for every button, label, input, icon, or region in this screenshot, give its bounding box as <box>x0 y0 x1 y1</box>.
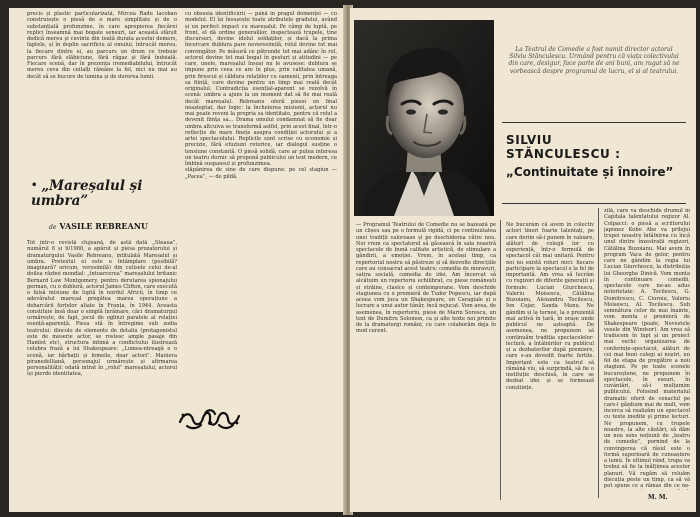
portrait-photo <box>354 20 494 216</box>
article-byline <box>49 221 148 231</box>
column-rule-2 <box>598 208 599 498</box>
article-title-maresalul <box>31 178 196 209</box>
left-page-column-1-top <box>27 11 177 169</box>
byline-author: VASILE REBREANU <box>59 221 148 231</box>
right-page-column-2 <box>506 222 594 504</box>
interview-headline-quote: „Continuitate și înnoire” <box>506 165 674 179</box>
column-rule-1 <box>500 220 501 500</box>
left-col1-top-text: precis și plastic particularizată, Mircea Radu Iacoban construiește o piesă de o mare simplitate și de o substanțială profunzime, în care apropierea fiecărei replici înseamnă mai bogate sensuri, iar această sfârșit dedică mereu și cuvinte din toată durata acestui demers, faptele, și în deplin sacrificiu al omului, întrucât mereu, la fiecare dintre ei, au parcurs un drum ce trebuie parcurs fără slăbiciune, fără răgaz și fără îndoială. Fiecare scenă, dar în prezența iremediabilului, întrucât mereu ceva din ceilalți rămâne la fel, nici nu mai au decât să se bucure de lumina și de durerea lumii. <box>27 11 177 80</box>
right-page <box>350 8 696 512</box>
author-signature: M. M. <box>648 494 668 501</box>
right-page-column-3 <box>604 208 690 490</box>
title-bullet: • <box>31 180 38 191</box>
left-page-column-1-bottom <box>27 240 177 396</box>
decorative-ornament <box>177 408 243 430</box>
byline-prefix: de <box>49 224 57 231</box>
left-page <box>9 8 346 512</box>
left-col1-bottom-text: Tot într-o revistă clujeană, de astă dată „Steaua”, numărul 8 și 9/1980, a apărut și piesa prozatorului și dramaturgului Vasile Rebreanu, intitulată Mareșalul și umbra. Pretextul ei este o întâmplare (posibilă? imaginară? oricum, verosimilă) din culisele celui de-al doilea război mondial: „întoarcerea” mareșalului britanic Bernard Law Montgomery, pentru derutarea spionajului german, cu o dublură, actorul James Clifton, care execută o falsă misiune de luptă în nordul Africii, în timp ce adevăratul mareșal pregătea marea operațiune a debarcării forțelor aliate în Franța, în 1944. Aceasta constituie însă doar o simplă înrămare, căci dramaturgul urmărește, de fapt, jocul de oglinzi paralele al relației esență-aparență. Piesa stă în întregime sub zodia teatrului: dincolo de elemente de detaliu (protagonistul este de meserie actor, se rostesc ample pasaje din Hamlet etc), structura intimă a conflictului ilustrează celebra frază a lui Shakespeare: „Lumea-ntreagă e o scenă, iar bărbații și femeile, doar actori”. Maniera piranedelliană, personajul urmărește și afirmarea personalității: odată intrat în „rolul” mareșalului, actorul își pierde identitatea, <box>27 240 177 378</box>
intro-paragraph: La Teatrul de Comedie a fost numit director actorul Silviu Stănculescu. Urmând pentru că viața colectivului din care, desigur, face parte de ani buni, am rugat să ne vorbească despre programul de lucru, el și al teatrului. <box>508 46 680 75</box>
interviewee-name <box>506 133 621 161</box>
right-page-column-1 <box>356 222 496 504</box>
title-text: „Mareșalul și umbra” <box>31 178 143 209</box>
left-col2-end-text: stăpânirea de sine de care dispune: pe cel stagiun — „Pacea”, — de pildă. <box>185 167 337 180</box>
interview-headline-box <box>502 122 686 204</box>
right-col2-text: Ne bucurăm că avem în colectiv actori tineri foarte talentați, pe care dorim să-i punem în valoare, alături de colegii lor cu experiență, într-o formulă de spectacol cât mai unitară. Pentru noi nu există roluri mici: fiecare participare la spectacol e la fel de importantă. Am vrea să lucrăm cu regizori de diferite generații și formule: Lucian Giurchescu, Valeriu Moisescu, Cătălina Buzoianu, Alexandru Tocilescu, Ion Cojar, Sanda Manu. Ne gândim și la turnee, la o prezență mai activă în țară, în orașe unde publicul ne așteaptă. De asemenea, ne propunem să continuăm tradiția spectacolelor-lectură, a întâlnirilor cu publicul și a dezbaterilor după premiere, care s-au dovedit foarte fertile. Important este ca teatrul să rămână viu, să surprindă, să fie o instituție deschisă, în care se dezbat idei și se formează conștiințe. <box>506 222 594 391</box>
portrait-silhouette <box>354 20 494 216</box>
left-col2-text: cu obsesia identificării — până în pragul demenței — cu modelul. El își însușește toate atributele gradului, având și un perfect impact cu mareșalul. Pe câmp de luptă, pe front, el dă ordine generalilor, inspectează trupele, ține discursuri, devine idolul soldaților, și dacă la prima încercare dublura pare neverosimilă, rolul devine tot mai convingător. Pe măsură ce pătrunde tot mai adânc în rol, actorul devine tot mai bogat în gesturi și atitudini — pe care, unele, mareșalul însuși nu le avusese: dublura se impune prin ceea ce are în plus, prin calitatea umană, prin firescul și căldura relațiilor cu oamenii, prin întreaga sa ființă, care devine pentru un timp mai reală decât originalul. Contradicția esențial-aparent se rezolvă în scenă: umbra a ajuns la un moment dat să fie mai reală decât mareșalul. Rebreanu oferă piesei un final neașteptat, dar logic: la încheierea misiunii, actorul nu mai poate reveni la propria sa identitate, pentru că rolul a devenit ființa sa... Drama omului condamnat să fie doar umbra altcuiva se transformă astfel, prin acest final, într-o reflecție de mare finețe asupra condiției actorului și a artei spectacolului. Replicile sunt scrise cu economie și precizie, fără efuziuni retorice, iar dialogul susține o tensiune constantă. O piesă solidă, care ar putea interesa un teatru dornic să propună publicului un text modern, ce îmbină suspansul și profunzimea. <box>185 11 337 167</box>
right-col1-text: — Programul Teatrului de Comedie nu se bazează pe un clișeu sau pe o formulă rigidă, ci pe continuitatea unei tradiții valoroase și pe deschiderea către nou. Noi vrem ca spectatorul să găsească în sala noastră spectacole de bună calitate artistică, de stimulare a gândirii, a emoției. Vrem, în același timp, ca repertoriul nostru să păstreze și să dezvolte direcțiile care au consacrat acest teatru: comedia de moravuri, satira socială, comedia de idei. Am încercat să alcătuim un repertoriu echilibrat, cu piese românești și străine, clasice și contemporane. Vom deschide stagiunea cu o premieră de Tudor Popescu, iar după aceea vom juca un Shakespeare, un Caragiale și o lucrare a unui autor tânăr, încă nejucat. Vom avea, de asemenea, în repertoriu, piese de Marin Sorescu, un text de Dumitru Solomon, ca și alte texte noi primite de la dramaturgi români, cu care colaborăm deja în mod curent. <box>356 222 496 335</box>
right-col3-text: zilă, care va deschide drumul în Capitala talentatului regizor Al. Colpacci: o piesă a scriitorului japonez Kobo Abe va prilejui trupei noastre întâlnirea cu încă unul dintre înzestrații regizori, Cătălina Buzoianu. Mai avem în program Vaca de gelor, pentru care ne gândim la regia lui Lucian Giurchescu, la distribuția lui Gheorghe Dinică. Vom monta în continuare comedii, spectacole care ne-au adus notorietate: A. Tocilescu, G. Dumitrescu, C. Cioroiu, Valeriu Moisescu, Al. Tocilescu. Sub semnătura celor de mai înainte, vom monta o premieră de Shakespeare (poate, Nevestele vesele din Windsor). Am vrea să traducem în fapt și un proiect mai vechi: organizarea de conferințe-spectacol, alături de cei mai buni colegi ai noștri, un fel de etapa de pregătire a noii stagiuni. Pe pe toate scenele bucureștene, ne propunem în spectacole, în eseuri, în cuvântări, să-i mulțumim publicului. Folosind materialul dramatic oferit de cenaclul pe care-l găzduim mai de mult, vom încerca să realizăm un spectacol cu texte inedite și prime lecturi. Ne propunem, cu trupele noastre, la alte căutări, să dăm un nou sens noțiunii de „teatru de comedie”, pornind de la convingerea că râsul este o formă superioară de cunoaștere a lumii. În ultimul rând, trupa va trebui să fie la înălțimea acestor planuri. Vă rugăm să reluăm discuția peste un timp, ca să vă pot spune ce a rămas din ce ne- <box>604 208 690 489</box>
left-page-column-2 <box>185 11 337 399</box>
name-line-2: STĂNCULESCU : <box>506 147 621 161</box>
name-line-1: SILVIU <box>506 133 553 147</box>
